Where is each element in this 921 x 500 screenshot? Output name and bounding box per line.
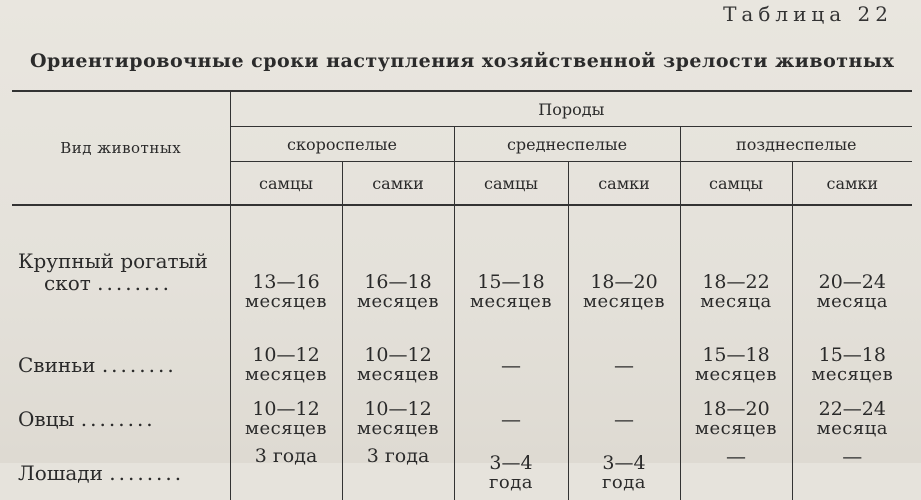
table-cell: 3—4 года	[454, 446, 568, 500]
table-cell: 16—18 месяцев	[342, 205, 454, 338]
table-row	[12, 205, 912, 338]
row-label	[12, 392, 230, 446]
sex-header-male: самцы	[230, 162, 342, 206]
row-label-line2: скот	[44, 271, 91, 295]
table-cell: —	[454, 338, 568, 392]
leader-dots: ........	[109, 461, 185, 485]
table-cell: 15—18 месяцев	[454, 205, 568, 338]
leader-dots: ........	[101, 353, 177, 377]
table-cell: 10—12 месяцев	[342, 392, 454, 446]
row-label-line1: Крупный рогатый	[18, 249, 208, 273]
table-cell: 15—18 месяцев	[792, 338, 912, 392]
table-cell: 18—20 месяцев	[680, 392, 792, 446]
table-cell: 10—12 месяцев	[342, 338, 454, 392]
table-cell: —	[680, 446, 792, 500]
group-header-early: скороспелые	[230, 127, 454, 162]
table-cell: —	[792, 446, 912, 500]
table-cell: —	[454, 392, 568, 446]
table-cell: 10—12 месяцев	[230, 392, 342, 446]
row-label	[12, 338, 230, 392]
row-label	[12, 205, 230, 338]
row-label	[12, 446, 230, 500]
row-label-line1: Овцы	[18, 407, 75, 431]
maturity-table	[12, 90, 912, 500]
table-cell: 3 года	[342, 446, 454, 500]
table-cell: 18—22 месяца	[680, 205, 792, 338]
leader-dots: ........	[97, 271, 173, 295]
table-cell: 3 года	[230, 446, 342, 500]
table-number: Таблица 22	[723, 2, 893, 26]
leader-dots: ........	[80, 407, 156, 431]
table-cell: 15—18 месяцев	[680, 338, 792, 392]
table-cell: —	[568, 338, 680, 392]
table-cell: 3—4 года	[568, 446, 680, 500]
table-title: Ориентировочные сроки наступления хозяйственной зрелости животных	[30, 50, 895, 72]
table-cell: 20—24 месяца	[792, 205, 912, 338]
table-cell: 22—24 месяца	[792, 392, 912, 446]
table-row	[12, 392, 912, 446]
sex-header-female: самки	[342, 162, 454, 206]
group-header-mid: среднеспелые	[454, 127, 680, 162]
sex-header-female: самки	[568, 162, 680, 206]
sex-header-male: самцы	[454, 162, 568, 206]
row-label-line1: Лошади	[18, 461, 103, 485]
table-row	[12, 338, 912, 392]
table-row	[12, 446, 912, 500]
table-cell: —	[568, 392, 680, 446]
animal-type-header: Вид животных	[12, 91, 230, 205]
row-label-line1: Свиньи	[18, 353, 96, 377]
table-cell: 18—20 месяцев	[568, 205, 680, 338]
sex-header-male: самцы	[680, 162, 792, 206]
table-cell: 13—16 месяцев	[230, 205, 342, 338]
group-header-late: позднеспелые	[680, 127, 912, 162]
breeds-header: Породы	[230, 91, 912, 127]
table-cell: 10—12 месяцев	[230, 338, 342, 392]
sex-header-female: самки	[792, 162, 912, 206]
